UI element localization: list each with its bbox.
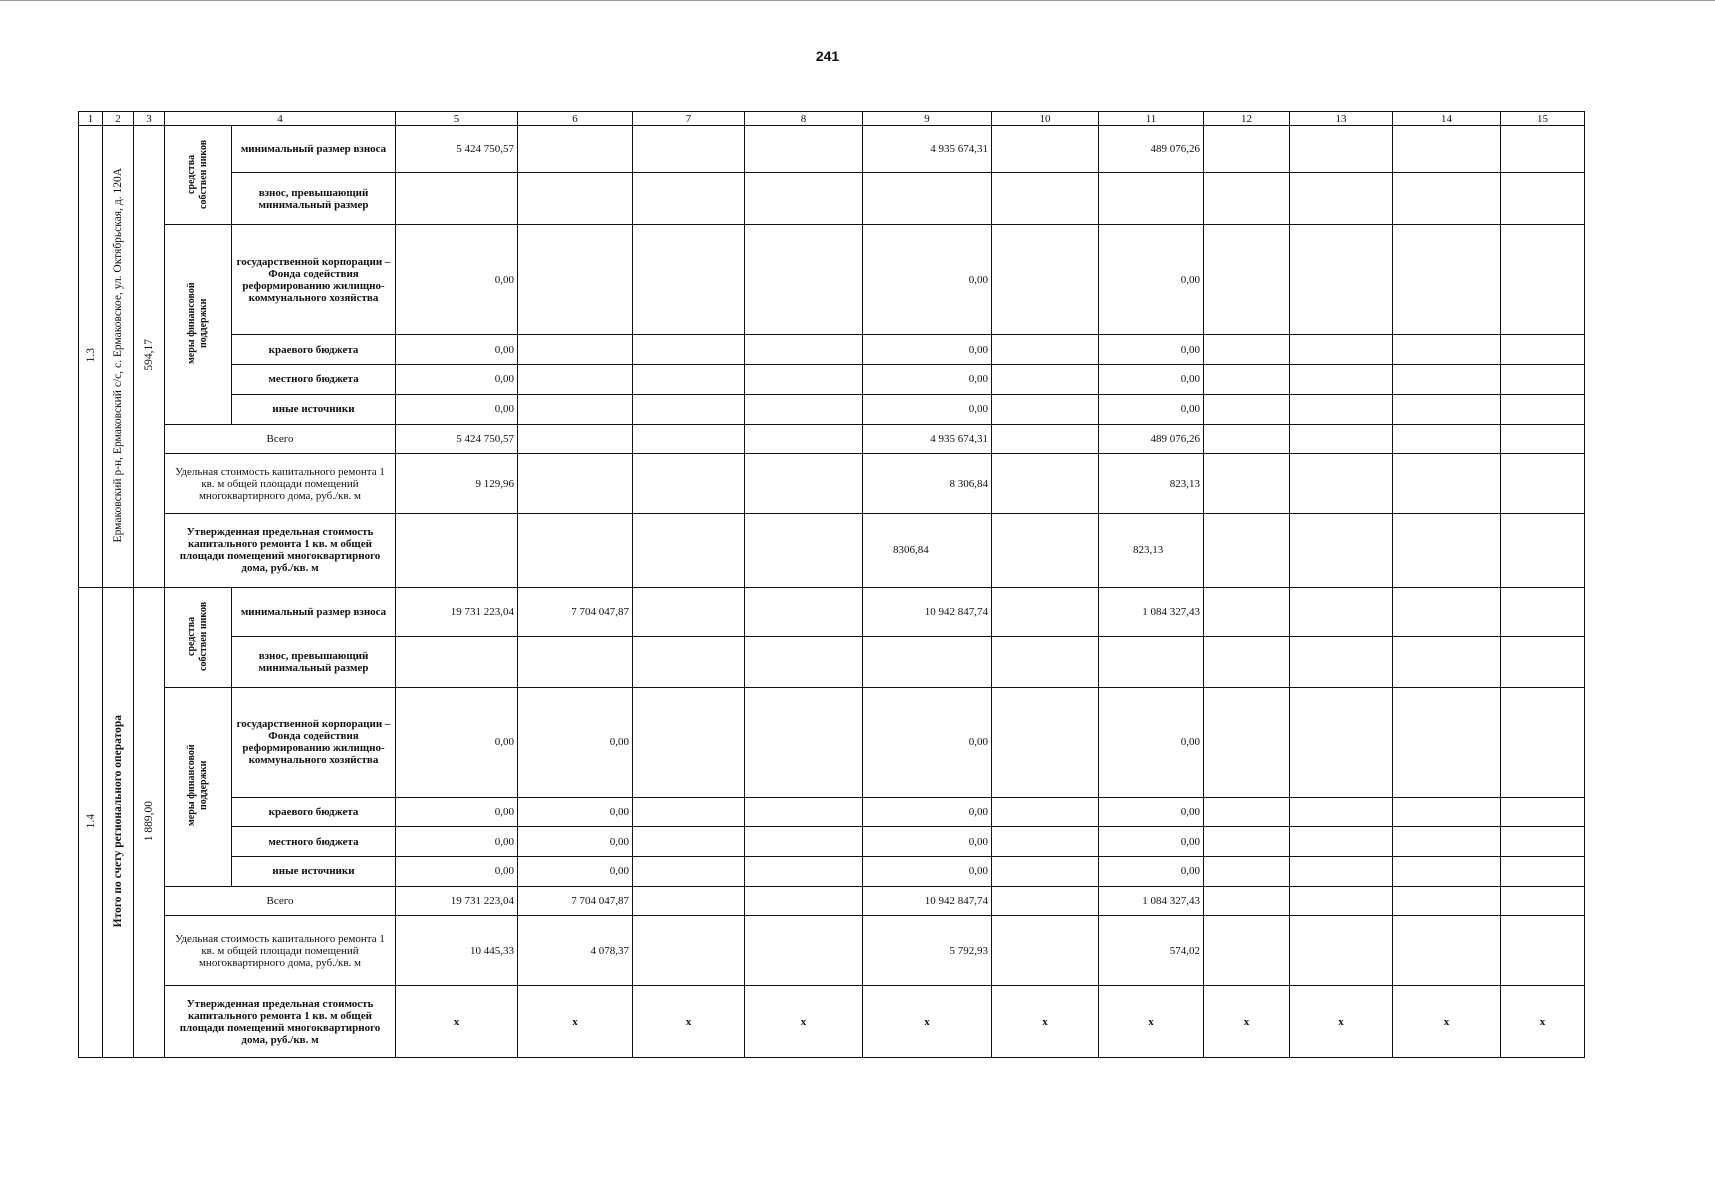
row-label: Утвержденная предельная стоимость капитального ремонта 1 кв. м общей площади помещений многоквартирного дома, руб./кв. м [165,513,396,587]
cell-c6: 4 078,37 [518,916,633,986]
cell-c5: 5 424 750,57 [396,424,518,454]
col-header-3: 3 [134,112,165,126]
table-row [79,797,1585,827]
cell-c5: 0,00 [396,687,518,797]
cell-c9: 10 942 847,74 [863,587,992,636]
x-mark-c5: х [396,986,518,1058]
cell-c6: 0,00 [518,687,633,797]
cell-c5: 10 445,33 [396,916,518,986]
col-header-13: 13 [1290,112,1393,126]
cell-c9: 0,00 [863,335,992,365]
cell-c9: 4 935 674,31 [863,424,992,454]
row-label-total: Всего [165,886,396,916]
cell-c6 [518,224,633,335]
support-label: меры финансовой поддержки [165,687,232,886]
x-mark-c14: х [1393,986,1501,1058]
row-label-total: Всего [165,424,396,454]
cell-c5: 0,00 [396,365,518,395]
col-header-15: 15 [1501,112,1585,126]
cell-c5: 5 424 750,57 [396,126,518,173]
cell-c9: 0,00 [863,224,992,335]
x-mark-c7: х [633,986,745,1058]
col-header-10: 10 [992,112,1099,126]
cell-c11: 574,02 [1099,916,1204,986]
col-header-11: 11 [1099,112,1204,126]
cell-c6: 0,00 [518,797,633,827]
x-mark-c15: х [1501,986,1585,1058]
cell-c6 [518,126,633,173]
cell-c5: 0,00 [396,394,518,424]
cell-c9: 4 935 674,31 [863,126,992,173]
table-row [79,454,1585,513]
scan-top-border [0,0,1715,1]
cell-c6 [518,454,633,513]
table-row [79,335,1585,365]
col-header-5: 5 [396,112,518,126]
table-row [79,394,1585,424]
cell-c11: 0,00 [1099,857,1204,887]
cell-c11: 823,13 [1099,454,1204,513]
page-number: 241 [815,48,840,64]
row-label: государственной корпорации – Фонда содействия реформированию жилищно-коммунального хозяйства [232,224,396,335]
object-area: 594,17 [134,126,165,587]
object-address: Итого по счету регионального оператора [103,587,134,1058]
cell-c6 [518,335,633,365]
x-mark-c12: х [1204,986,1290,1058]
table-row [79,687,1585,797]
cell-c9: 0,00 [863,394,992,424]
cell-c11: 0,00 [1099,224,1204,335]
cell-c9: 5 792,93 [863,916,992,986]
row-label: взнос, превышающий минимальный размер [232,173,396,224]
group-number: 1.3 [79,126,103,587]
row-label: Удельная стоимость капитального ремонта 1 кв. м общей площади помещений многоквартирного дома, руб./кв. м [165,454,396,513]
cell-c11: 0,00 [1099,394,1204,424]
cell-c6 [518,394,633,424]
cell-c6: 7 704 047,87 [518,886,633,916]
own-funds-label: средства собствен ников [165,126,232,224]
table-row [79,827,1585,857]
x-mark-c13: х [1290,986,1393,1058]
cell-c9: 0,00 [863,857,992,887]
cell-c5: 19 731 223,04 [396,587,518,636]
capital-repair-table [78,111,1585,1058]
row-label: краевого бюджета [232,797,396,827]
cell-c6: 0,00 [518,827,633,857]
col-header-6: 6 [518,112,633,126]
x-mark-c9: х [863,986,992,1058]
x-mark-c10: х [992,986,1099,1058]
row-label: государственной корпорации – Фонда содействия реформированию жилищно-коммунального хозяйства [232,687,396,797]
col-header-1: 1 [79,112,103,126]
row-label: иные источники [232,394,396,424]
col-header-14: 14 [1393,112,1501,126]
cell-c5: 0,00 [396,857,518,887]
row-label: иные источники [232,857,396,887]
row-label: минимальный размер взноса [232,587,396,636]
cell-c9: 0,00 [863,797,992,827]
table-row [79,224,1585,335]
col-header-7: 7 [633,112,745,126]
table-row [79,126,1585,173]
col-header-12: 12 [1204,112,1290,126]
support-label: меры финансовой поддержки [165,224,232,424]
row-label: Утвержденная предельная стоимость капитального ремонта 1 кв. м общей площади помещений многоквартирного дома, руб./кв. м [165,986,396,1058]
col-header-4: 4 [165,112,396,126]
cell-c5: 19 731 223,04 [396,886,518,916]
cell-c11: 823,13 [1099,513,1204,587]
row-label: местного бюджета [232,365,396,395]
cell-c9: 10 942 847,74 [863,886,992,916]
cell-c6: 0,00 [518,857,633,887]
cell-c5: 0,00 [396,797,518,827]
row-label: краевого бюджета [232,335,396,365]
cell-c6 [518,424,633,454]
cell-c5: 0,00 [396,224,518,335]
row-label: взнос, превышающий минимальный размер [232,636,396,687]
x-mark-c6: х [518,986,633,1058]
object-area: 1 889,00 [134,587,165,1058]
cell-c11: 0,00 [1099,365,1204,395]
cell-c5: 0,00 [396,335,518,365]
cell-c9: 0,00 [863,365,992,395]
cell-c11: 0,00 [1099,687,1204,797]
cell-c6 [518,365,633,395]
row-label: минимальный размер взноса [232,126,396,173]
column-number-row [79,112,1585,126]
cell-c11: 0,00 [1099,797,1204,827]
col-header-9: 9 [863,112,992,126]
table-row [79,636,1585,687]
cell-c11: 0,00 [1099,827,1204,857]
x-mark-c11: х [1099,986,1204,1058]
col-header-2: 2 [103,112,134,126]
cell-c11: 1 084 327,43 [1099,886,1204,916]
cell-c11: 489 076,26 [1099,126,1204,173]
table-row [79,173,1585,224]
table-row [79,365,1585,395]
cell-c9: 0,00 [863,827,992,857]
x-mark-c8: х [745,986,863,1058]
cell-c9: 0,00 [863,687,992,797]
row-label: Удельная стоимость капитального ремонта 1 кв. м общей площади помещений многоквартирного дома, руб./кв. м [165,916,396,986]
table-row [79,916,1585,986]
own-funds-label: средства собствен ников [165,587,232,687]
table-row [79,424,1585,454]
cell-c6: 7 704 047,87 [518,587,633,636]
cell-c9: 8 306,84 [863,454,992,513]
object-address: Ермаковский р-н, Ермаковский с/с, с. Ермаковское, ул. Октябрьская, д. 120А [103,126,134,587]
cell-c11: 0,00 [1099,335,1204,365]
cell-c5: 9 129,96 [396,454,518,513]
table-row [79,857,1585,887]
cell-c11: 1 084 327,43 [1099,587,1204,636]
cell-c11: 489 076,26 [1099,424,1204,454]
table-row [79,886,1585,916]
col-header-8: 8 [745,112,863,126]
table-row [79,587,1585,636]
group-number: 1.4 [79,587,103,1058]
cell-c9: 8306,84 [863,513,992,587]
table-row [79,986,1585,1058]
cell-c5: 0,00 [396,827,518,857]
table-row [79,513,1585,587]
row-label: местного бюджета [232,827,396,857]
